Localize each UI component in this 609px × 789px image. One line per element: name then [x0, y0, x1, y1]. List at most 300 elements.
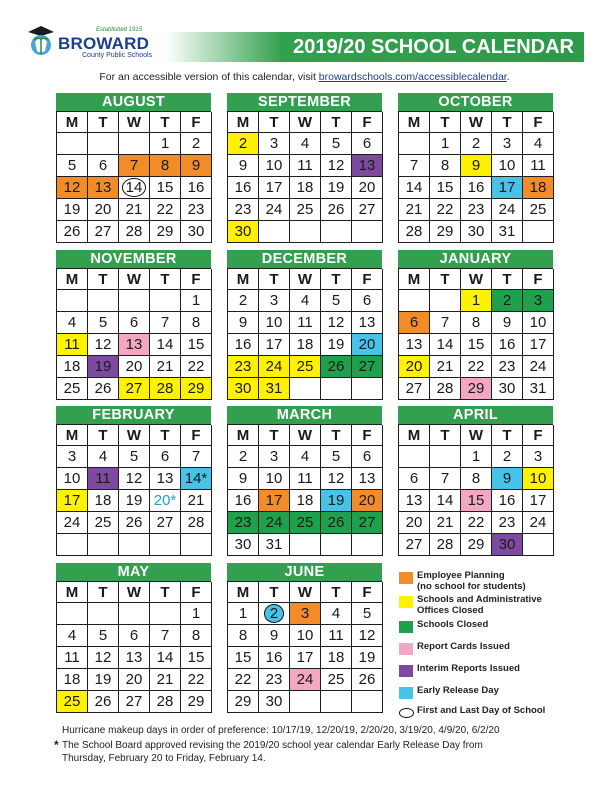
day-cell: 15 [181, 334, 212, 356]
day-cell: 7 [150, 312, 181, 334]
day-cell: 30 [228, 221, 259, 243]
accessible-calendar-link[interactable]: browardschools.com/accessiblecalendar [318, 71, 507, 83]
empty-day-cell [430, 446, 461, 468]
month-grid [227, 111, 382, 243]
day-cell: 22 [181, 356, 212, 378]
weekday-header: T [150, 112, 181, 133]
weekday-header: M [399, 425, 430, 446]
day-cell: 18 [88, 490, 119, 512]
page-title: 2019/20 SCHOOL CALENDAR [293, 36, 574, 58]
day-cell: 26 [88, 378, 119, 400]
weekday-header: T [492, 425, 523, 446]
day-cell: 25 [290, 199, 321, 221]
weekday-header: M [228, 269, 259, 290]
day-cell: 12 [57, 177, 88, 199]
empty-day-cell [290, 534, 321, 556]
day-cell: 24 [57, 512, 88, 534]
month-grid [398, 424, 553, 556]
day-cell: 27 [119, 378, 150, 400]
day-cell: 28 [181, 512, 212, 534]
month-may [56, 563, 211, 713]
day-cell: 25 [321, 669, 352, 691]
logo-established: Established 1915 [96, 27, 143, 33]
weekday-header: M [228, 112, 259, 133]
weekday-header: T [321, 269, 352, 290]
day-cell: 11 [321, 625, 352, 647]
day-cell [259, 603, 290, 625]
day-cell: 21 [430, 356, 461, 378]
legend-label: Report Cards Issued [417, 641, 510, 652]
day-cell: 22 [181, 669, 212, 691]
day-cell: 5 [321, 133, 352, 155]
weekday-header: M [228, 425, 259, 446]
day-cell: 3 [523, 290, 554, 312]
day-cell: 22 [430, 199, 461, 221]
first-last-day-marker: 14 [122, 178, 147, 197]
day-cell: 27 [399, 534, 430, 556]
day-cell: 11 [523, 155, 554, 177]
day-cell: 21 [399, 199, 430, 221]
weekday-header: F [352, 582, 383, 603]
day-cell: 2 [228, 446, 259, 468]
day-cell: 20 [119, 356, 150, 378]
day-cell: 27 [399, 378, 430, 400]
day-cell: 20 [352, 334, 383, 356]
legend-label: Early Release Day [417, 685, 499, 696]
empty-day-cell [150, 534, 181, 556]
month-grid [227, 424, 382, 556]
day-cell: 11 [88, 468, 119, 490]
day-cell: 6 [88, 155, 119, 177]
logo-subtitle: County Public Schools [82, 52, 153, 59]
day-cell: 20 [88, 199, 119, 221]
day-cell: 7 [399, 155, 430, 177]
day-cell: 1 [181, 603, 212, 625]
day-cell: 10 [492, 155, 523, 177]
weekday-header: M [57, 425, 88, 446]
day-cell: 18 [290, 490, 321, 512]
day-cell: 16 [492, 334, 523, 356]
day-cell: 31 [259, 534, 290, 556]
month-september [227, 93, 382, 243]
month-january [398, 250, 553, 400]
weekday-header: T [150, 582, 181, 603]
day-cell: 22 [461, 356, 492, 378]
day-cell: 14 [150, 647, 181, 669]
day-cell: 26 [321, 199, 352, 221]
day-cell: 28 [399, 221, 430, 243]
empty-day-cell [119, 290, 150, 312]
legend-swatch-green [399, 621, 413, 633]
day-cell: 27 [352, 356, 383, 378]
day-cell: 4 [290, 290, 321, 312]
day-cell: 12 [119, 468, 150, 490]
day-cell: 22 [150, 199, 181, 221]
day-cell: 5 [321, 290, 352, 312]
day-cell: 30 [228, 378, 259, 400]
day-cell: 12 [88, 334, 119, 356]
day-cell: 26 [57, 221, 88, 243]
day-cell: 8 [430, 155, 461, 177]
accessible-notice [0, 71, 609, 83]
day-cell: 23 [228, 512, 259, 534]
weekday-header: T [430, 112, 461, 133]
day-cell: 5 [119, 446, 150, 468]
weekday-header: W [461, 269, 492, 290]
month-title: DECEMBER [227, 250, 382, 268]
legend-swatch-yellow [399, 596, 413, 608]
day-cell: 18 [57, 356, 88, 378]
day-cell: 14 [150, 334, 181, 356]
day-cell: 5 [352, 603, 383, 625]
empty-day-cell [321, 534, 352, 556]
day-cell: 29 [150, 221, 181, 243]
day-cell: 7 [430, 468, 461, 490]
legend-label: Schools and Administrative Offices Closed [417, 594, 542, 616]
day-cell: 25 [57, 691, 88, 713]
day-cell: 18 [290, 177, 321, 199]
day-cell: 4 [523, 133, 554, 155]
day-cell: 17 [523, 490, 554, 512]
day-cell: 13 [119, 647, 150, 669]
day-cell: 4 [321, 603, 352, 625]
day-cell: 23 [228, 356, 259, 378]
day-cell: 10 [57, 468, 88, 490]
month-october [398, 93, 553, 243]
day-cell: 24 [259, 199, 290, 221]
day-cell: 16 [492, 490, 523, 512]
day-cell: 9 [461, 155, 492, 177]
day-cell: 8 [150, 155, 181, 177]
day-cell: 3 [57, 446, 88, 468]
weekday-header: T [492, 269, 523, 290]
day-cell: 21 [150, 356, 181, 378]
legend-label: Interim Reports Issued [417, 663, 520, 674]
day-cell: 25 [290, 356, 321, 378]
day-cell: 7 [150, 625, 181, 647]
day-cell: 21 [119, 199, 150, 221]
day-cell: 18 [321, 647, 352, 669]
month-title: OCTOBER [398, 93, 553, 111]
day-cell: 3 [259, 133, 290, 155]
day-cell: 28 [430, 378, 461, 400]
oval-icon [399, 708, 414, 718]
empty-day-cell [430, 290, 461, 312]
month-april [398, 406, 553, 556]
day-cell: 6 [150, 446, 181, 468]
day-cell: 15 [181, 647, 212, 669]
day-cell: 21 [150, 669, 181, 691]
weekday-header: F [181, 425, 212, 446]
empty-day-cell [119, 603, 150, 625]
day-cell: 26 [352, 669, 383, 691]
broward-logo [26, 24, 156, 64]
day-cell: 30 [228, 534, 259, 556]
day-cell: 5 [57, 155, 88, 177]
empty-day-cell [88, 133, 119, 155]
legend-swatch-blue [399, 687, 413, 699]
day-cell: 26 [321, 356, 352, 378]
day-cell: 10 [259, 155, 290, 177]
weekday-header: T [88, 112, 119, 133]
empty-day-cell [57, 603, 88, 625]
day-cell: 15 [150, 177, 181, 199]
legend-swatch-purple [399, 665, 413, 677]
day-cell: 1 [150, 133, 181, 155]
legend-swatch-orange [399, 572, 413, 584]
day-cell: 6 [399, 312, 430, 334]
day-cell: 6 [399, 468, 430, 490]
weekday-header: F [352, 112, 383, 133]
month-june [227, 563, 382, 713]
weekday-header: F [352, 425, 383, 446]
day-cell: 10 [523, 468, 554, 490]
month-december [227, 250, 382, 400]
month-grid [227, 581, 382, 713]
weekday-header: T [321, 112, 352, 133]
day-cell: 12 [321, 312, 352, 334]
empty-day-cell [321, 221, 352, 243]
month-title: MARCH [227, 406, 382, 424]
day-cell: 22 [228, 669, 259, 691]
day-cell: 23 [259, 669, 290, 691]
day-cell: 31 [492, 221, 523, 243]
day-cell: 2 [228, 133, 259, 155]
day-cell: 11 [57, 334, 88, 356]
day-cell: 2 [228, 290, 259, 312]
day-cell: 19 [321, 490, 352, 512]
day-cell: 26 [88, 691, 119, 713]
day-cell: 11 [290, 155, 321, 177]
month-grid [398, 111, 553, 243]
day-cell: 7 [181, 446, 212, 468]
day-cell: 4 [290, 133, 321, 155]
month-title: MAY [56, 563, 211, 581]
day-cell: 3 [259, 446, 290, 468]
day-cell: 27 [352, 199, 383, 221]
day-cell: 19 [88, 669, 119, 691]
empty-day-cell [321, 691, 352, 713]
weekday-header: W [290, 269, 321, 290]
empty-day-cell [119, 133, 150, 155]
day-cell: 28 [430, 534, 461, 556]
day-cell: 27 [88, 221, 119, 243]
day-cell: 20 [352, 490, 383, 512]
day-cell: 15 [430, 177, 461, 199]
footer [54, 724, 592, 764]
day-cell: 7 [430, 312, 461, 334]
day-cell: 9 [259, 625, 290, 647]
accessible-notice-prefix: For an accessible version of this calendar, visit [99, 71, 319, 83]
weekday-header: W [290, 112, 321, 133]
day-cell: 30 [181, 221, 212, 243]
weekday-header: T [150, 269, 181, 290]
day-cell: 14 [399, 177, 430, 199]
day-cell: 19 [321, 177, 352, 199]
day-cell: 28 [119, 221, 150, 243]
weekday-header: M [399, 112, 430, 133]
empty-day-cell [523, 534, 554, 556]
day-cell: 13 [150, 468, 181, 490]
day-cell: 5 [321, 446, 352, 468]
day-cell: 28 [150, 378, 181, 400]
day-cell: 17 [259, 334, 290, 356]
day-cell: 6 [119, 625, 150, 647]
empty-day-cell [523, 221, 554, 243]
day-cell: 4 [57, 625, 88, 647]
empty-day-cell [119, 534, 150, 556]
day-cell: 14 [430, 490, 461, 512]
weekday-header: W [290, 425, 321, 446]
day-cell: 15 [461, 334, 492, 356]
weekday-header: W [119, 582, 150, 603]
weekday-header: T [150, 425, 181, 446]
day-cell: 8 [181, 625, 212, 647]
weekday-header: F [181, 269, 212, 290]
month-title: AUGUST [56, 93, 211, 111]
day-cell: 17 [259, 490, 290, 512]
day-cell: 25 [290, 512, 321, 534]
day-cell: 19 [88, 356, 119, 378]
day-cell: 6 [352, 133, 383, 155]
day-cell: 19 [352, 647, 383, 669]
day-cell: 10 [259, 312, 290, 334]
day-cell: 10 [523, 312, 554, 334]
day-cell: 25 [523, 199, 554, 221]
day-cell: 28 [150, 691, 181, 713]
day-cell: 24 [290, 669, 321, 691]
weekday-header: F [523, 112, 554, 133]
month-grid [227, 268, 382, 400]
day-cell: 20* [150, 490, 181, 512]
weekday-header: M [57, 269, 88, 290]
day-cell: 20 [352, 177, 383, 199]
month-title: JUNE [227, 563, 382, 581]
empty-day-cell [150, 290, 181, 312]
day-cell: 1 [430, 133, 461, 155]
weekday-header: W [461, 112, 492, 133]
day-cell: 24 [523, 356, 554, 378]
month-november [56, 250, 211, 400]
day-cell: 16 [461, 177, 492, 199]
day-cell: 13 [352, 155, 383, 177]
empty-day-cell [290, 691, 321, 713]
day-cell: 31 [259, 378, 290, 400]
day-cell: 11 [290, 468, 321, 490]
day-cell: 29 [181, 691, 212, 713]
weekday-header: T [259, 112, 290, 133]
weekday-header: T [259, 425, 290, 446]
day-cell: 8 [181, 312, 212, 334]
day-cell: 19 [119, 490, 150, 512]
day-cell: 14* [181, 468, 212, 490]
weekday-header: M [399, 269, 430, 290]
day-cell: 4 [88, 446, 119, 468]
month-grid [56, 581, 211, 713]
empty-day-cell [352, 534, 383, 556]
month-august [56, 93, 211, 243]
footnote [54, 738, 582, 765]
day-cell: 12 [352, 625, 383, 647]
day-cell: 10 [290, 625, 321, 647]
month-title: FEBRUARY [56, 406, 211, 424]
day-cell: 1 [461, 446, 492, 468]
first-last-day-marker: 2 [264, 604, 284, 623]
day-cell: 3 [523, 446, 554, 468]
day-cell: 25 [57, 378, 88, 400]
day-cell: 9 [492, 312, 523, 334]
day-cell: 26 [321, 512, 352, 534]
day-cell: 17 [523, 334, 554, 356]
footnote-line-1: The School Board approved revising the 2019/20 school year calendar Early Release Day from [62, 740, 483, 751]
empty-day-cell [88, 290, 119, 312]
day-cell: 20 [399, 512, 430, 534]
day-cell: 24 [523, 512, 554, 534]
day-cell: 9 [228, 155, 259, 177]
month-grid [56, 424, 211, 556]
day-cell: 13 [119, 334, 150, 356]
day-cell: 19 [57, 199, 88, 221]
day-cell: 10 [259, 468, 290, 490]
weekday-header: F [523, 425, 554, 446]
weekday-header: F [523, 269, 554, 290]
day-cell: 16 [228, 334, 259, 356]
empty-day-cell [352, 378, 383, 400]
weekday-header: F [181, 112, 212, 133]
day-cell: 24 [259, 512, 290, 534]
weekday-header: T [430, 269, 461, 290]
weekday-header: M [57, 112, 88, 133]
day-cell: 27 [119, 691, 150, 713]
weekday-header: W [290, 582, 321, 603]
empty-day-cell [57, 534, 88, 556]
day-cell: 17 [259, 177, 290, 199]
day-cell: 4 [57, 312, 88, 334]
weekday-header: T [492, 112, 523, 133]
weekday-header: T [88, 425, 119, 446]
empty-day-cell [352, 221, 383, 243]
day-cell: 16 [181, 177, 212, 199]
day-cell: 13 [88, 177, 119, 199]
day-cell: 1 [181, 290, 212, 312]
day-cell: 17 [492, 177, 523, 199]
day-cell: 18 [290, 334, 321, 356]
day-cell: 13 [399, 334, 430, 356]
day-cell: 8 [461, 468, 492, 490]
weekday-header: W [119, 425, 150, 446]
day-cell: 21 [430, 512, 461, 534]
day-cell: 23 [492, 356, 523, 378]
day-cell: 5 [88, 312, 119, 334]
legend-swatch-pink [399, 643, 413, 655]
month-grid [398, 268, 553, 400]
day-cell: 6 [119, 312, 150, 334]
day-cell: 25 [88, 512, 119, 534]
day-cell: 29 [461, 378, 492, 400]
accessible-notice-suffix: . [506, 71, 510, 83]
day-cell: 1 [461, 290, 492, 312]
day-cell: 13 [352, 312, 383, 334]
day-cell: 9 [181, 155, 212, 177]
day-cell: 18 [523, 177, 554, 199]
weekday-header: M [228, 582, 259, 603]
day-cell: 30 [259, 691, 290, 713]
day-cell: 1 [228, 603, 259, 625]
empty-day-cell [150, 603, 181, 625]
footnote-line-2: Thursday, February 20 to Friday, February 14. [62, 753, 266, 764]
weekday-header: F [181, 582, 212, 603]
month-february [56, 406, 211, 556]
